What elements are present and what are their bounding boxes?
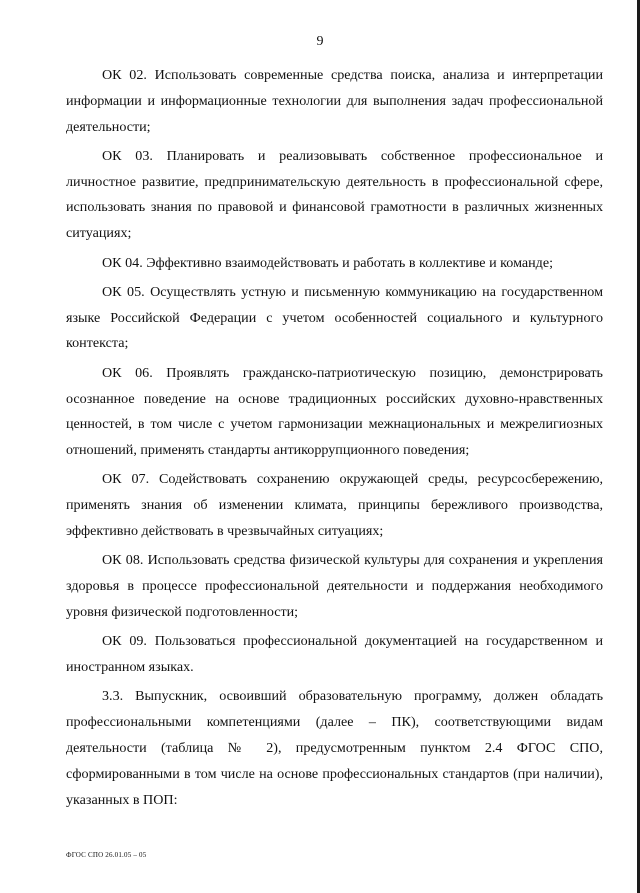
paragraph-ok-09: ОК 09. Пользоваться профессиональной документацией на государственном и иностранном языках. [66, 633, 603, 676]
paragraph-ok-04: ОК 04. Эффективно взаимодействовать и работать в коллективе и команде; [102, 254, 554, 271]
paragraph-ok-02: ОК 02. Использовать современные средства поиска, анализа и интерпретации информации и информационные технологии для выполнения задач профессиональной деятельности; [66, 67, 603, 135]
paragraph-ok-07: ОК 07. Содействовать сохранению окружающей среды, ресурсосбережению, применять знания об изменении климата, принципы бережливого производства, эффективно действовать в чрезвычайных ситуациях; [66, 471, 603, 540]
body-text [66, 63, 603, 817]
footer-standard-code: ФГОС СПО 26.01.05 – 05 [66, 851, 147, 859]
paragraph-ok-08: ОК 08. Использовать средства физической культуры для сохранения и укрепления здоровья в процессе профессиональной деятельности и поддержания необходимого уровня физической подготовленности; [66, 552, 603, 620]
page-number: 9 [316, 34, 324, 49]
paragraph-ok-06: ОК 06. Проявлять гражданско-патриотическую позицию, демонстрировать осознанное поведение на основе традиционных российских духовно-нравственных ценностей, в том числе с учетом гармонизации межнациональных и межрелигиозных отношений, применять стандарты антикоррупционного поведения; [66, 364, 603, 459]
paragraph-ok-05: ОК 05. Осуществлять устную и письменную коммуникацию на государственном языке Российской Федерации с учетом особенностей социального и культурного контекста; [66, 283, 603, 352]
paragraph-ok-03: ОК 03. Планировать и реализовывать собственное профессиональное и личностное развитие, предпринимательскую деятельность в профессиональной сфере, использовать знания по правовой и финансовой грамотности в различных жизненных ситуациях; [66, 147, 603, 242]
paragraph-3-3: 3.3. Выпускник, освоивший образовательную программу, должен обладать профессиональными компетенциями (далее – ПК), соответствующими видам деятельности (таблица № 2), предусмотренным пунктом 2.4 ФГОС СПО, сформированными в том числе на основе профессиональных стандартов (при наличии), указанных в ПОП: [66, 688, 603, 808]
